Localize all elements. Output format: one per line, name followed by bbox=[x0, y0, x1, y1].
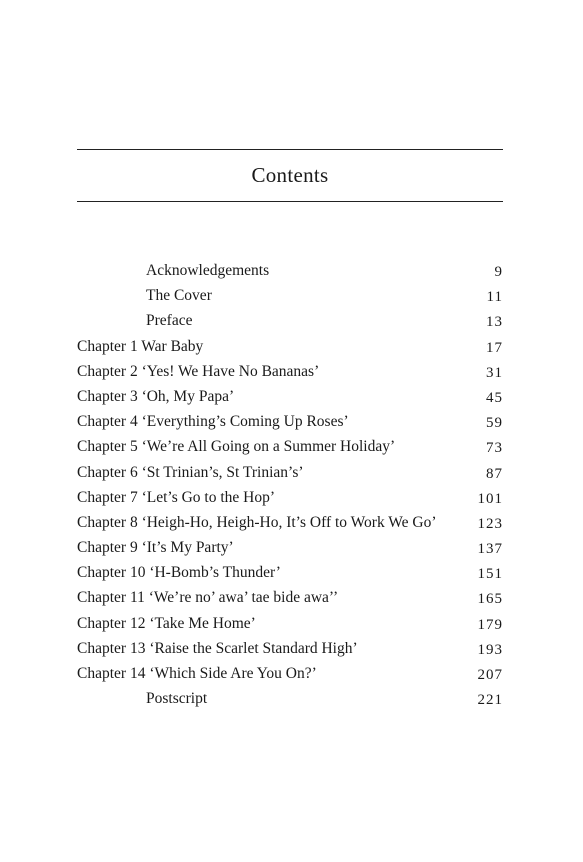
top-rule bbox=[77, 149, 503, 150]
toc-entry bbox=[77, 661, 503, 686]
toc-entry bbox=[77, 585, 503, 610]
toc-entry bbox=[77, 409, 503, 434]
toc-entry-title: Chapter 1 War Baby bbox=[77, 337, 204, 355]
toc-page-number: 31 bbox=[486, 364, 503, 381]
toc-entry bbox=[77, 510, 503, 535]
toc-entry bbox=[77, 283, 503, 308]
toc-entry-title: Chapter 12 ‘Take Me Home’ bbox=[77, 614, 256, 632]
toc-page-number: 13 bbox=[486, 314, 503, 331]
toc-page-number: 123 bbox=[477, 515, 503, 532]
toc-page-number: 45 bbox=[486, 389, 503, 406]
toc-page-number: 221 bbox=[477, 692, 503, 709]
toc-entry-title: Chapter 6 ‘St Trinian’s, St Trinian’s’ bbox=[77, 463, 304, 481]
toc-entry bbox=[77, 460, 503, 485]
bottom-rule bbox=[77, 201, 503, 202]
toc-entry-title: Chapter 8 ‘Heigh-Ho, Heigh-Ho, It’s Off to Work We Go’ bbox=[77, 513, 437, 531]
toc-entry bbox=[77, 686, 503, 711]
toc-entry bbox=[77, 485, 503, 510]
toc-page-number: 193 bbox=[477, 641, 503, 658]
toc-page-number: 73 bbox=[486, 440, 503, 457]
toc-entry-title: Chapter 11 ‘We’re no’ awa’ tae bide awa’’ bbox=[77, 589, 339, 607]
toc-entry-title: Chapter 7 ‘Let’s Go to the Hop’ bbox=[77, 488, 276, 506]
toc-entry-title: Chapter 5 ‘We’re All Going on a Summer Holiday’ bbox=[77, 438, 396, 456]
toc-page-number: 9 bbox=[494, 264, 503, 280]
toc-entry bbox=[77, 334, 503, 359]
toc-entry-title: Acknowledgements bbox=[146, 262, 270, 279]
toc-entry bbox=[77, 308, 503, 333]
toc-entry bbox=[77, 560, 503, 585]
toc-page-number: 151 bbox=[477, 566, 503, 583]
table-of-contents bbox=[77, 258, 503, 711]
toc-entry bbox=[77, 636, 503, 661]
toc-entry bbox=[77, 535, 503, 560]
toc-entry-title: Chapter 3 ‘Oh, My Papa’ bbox=[77, 387, 235, 405]
toc-page-number: 101 bbox=[477, 490, 503, 507]
page-title: Contents bbox=[251, 163, 329, 187]
toc-entry-title: Chapter 4 ‘Everything’s Coming Up Roses’ bbox=[77, 413, 349, 431]
toc-entry-title: Chapter 13 ‘Raise the Scarlet Standard High’ bbox=[77, 639, 358, 657]
toc-entry-title: Chapter 14 ‘Which Side Are You On?’ bbox=[77, 665, 317, 682]
toc-entry bbox=[77, 258, 503, 283]
toc-entry bbox=[77, 434, 503, 459]
toc-entry-title: Chapter 9 ‘It’s My Party’ bbox=[77, 539, 234, 557]
toc-page-number: 87 bbox=[486, 465, 503, 482]
toc-entry-title: The Cover bbox=[146, 287, 212, 305]
toc-page-number: 137 bbox=[477, 541, 503, 558]
toc-entry-title: Preface bbox=[146, 312, 193, 330]
toc-page-number: 59 bbox=[486, 415, 503, 432]
toc-entry bbox=[77, 611, 503, 636]
toc-entry-title: Chapter 10 ‘H-Bomb’s Thunder’ bbox=[77, 564, 281, 582]
toc-page-number: 11 bbox=[486, 289, 503, 306]
toc-entry bbox=[77, 359, 503, 384]
toc-entry-title: Postscript bbox=[146, 690, 208, 708]
toc-page-number: 179 bbox=[477, 616, 503, 633]
toc-page-number: 207 bbox=[477, 667, 503, 683]
toc-page-number: 17 bbox=[486, 339, 503, 356]
toc-page-number: 165 bbox=[477, 591, 503, 608]
toc-entry bbox=[77, 384, 503, 409]
toc-entry-title: Chapter 2 ‘Yes! We Have No Bananas’ bbox=[77, 362, 320, 380]
